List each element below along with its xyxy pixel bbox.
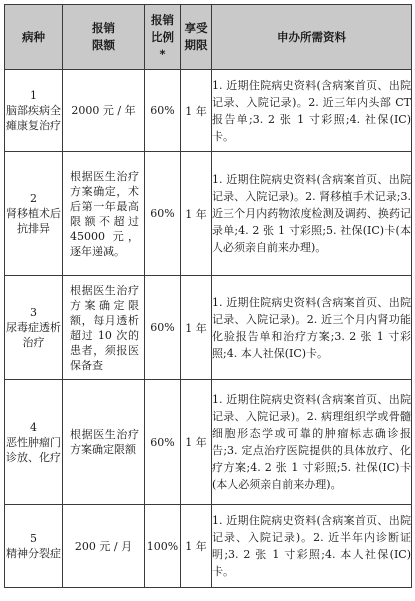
disease-cell — [5, 276, 63, 380]
disease-cell — [5, 380, 63, 505]
header-limit: 报销 限额 — [63, 5, 145, 70]
disease-cell — [5, 70, 63, 152]
disease-name: 肾移植术后抗排异 — [6, 207, 61, 235]
period-cell: 1 年 — [181, 152, 212, 276]
ratio-cell: 60% — [145, 152, 181, 276]
docs-cell: 1. 近期住院病史资料(含病案首页、出院记录、入院记录)。2. 近半年内诊断证明;3. 2 张 1 寸彩照;4. 本人社保(IC)卡。 — [212, 505, 412, 588]
disease-cell — [5, 505, 63, 588]
disease-name: 精神分裂症 — [6, 547, 61, 560]
period-cell: 1 年 — [181, 380, 212, 505]
header-ratio: 报销 比例 * — [145, 5, 181, 70]
table-row — [5, 380, 412, 505]
limit-cell: 2000 元 / 年 — [63, 70, 145, 152]
limit-cell: 根据医生治疗方案确定，术后第一年最高限额不超过 45000 元，逐年递减。 — [63, 152, 145, 276]
docs-cell: 1. 近期住院病史资料(含病案首页、出院记录、入院记录)。2. 近三个月内肾功能化验报告单和治疗方案;3. 2 张 1 寸彩照;4. 本人社保(IC)卡。 — [212, 276, 412, 380]
disease-name: 恶性肿瘤门诊放、化疗 — [6, 435, 61, 464]
docs-cell: 1. 近期住院病史资料(含病案首页、出院记录、入院记录)。2. 近三年内头部 CT 报告单;3. 2 张 1 寸彩照;4. 社保(IC)卡。 — [212, 70, 412, 152]
period-cell: 1 年 — [181, 276, 212, 380]
limit-cell: 根据医生治疗方案确定限额，每月透析超过 10 次的患者，须报医保备查 — [63, 276, 145, 380]
row-number: 4 — [30, 420, 37, 434]
table-row — [5, 152, 412, 276]
row-number: 2 — [30, 192, 37, 205]
table-row — [5, 70, 412, 152]
table-header-row — [5, 5, 412, 70]
ratio-cell: 60% — [145, 276, 181, 380]
limit-cell: 根据医生治疗方案确定限额 — [63, 380, 145, 505]
row-number: 3 — [30, 306, 37, 319]
row-number: 1 — [30, 89, 37, 102]
table-row — [5, 276, 412, 380]
period-cell: 1 年 — [181, 505, 212, 588]
ratio-cell: 100% — [145, 505, 181, 588]
row-number: 5 — [30, 532, 37, 545]
docs-cell: 1. 近期住院病史资料(含病案首页、出院记录、入院记录)。2. 病理组织学或骨髓细胞形态学或可靠的肿瘤标志确诊报告;3. 定点治疗医院提供的具体放疗、化疗方案;4. 2 张 1 寸彩照;5. 社保(IC)卡(本人必须亲自前来办理)。 — [212, 380, 412, 505]
ratio-cell: 60% — [145, 380, 181, 505]
disease-name: 尿毒症透析治疗 — [6, 321, 61, 349]
medical-reimbursement-table — [4, 4, 412, 588]
table-row — [5, 505, 412, 588]
disease-cell — [5, 152, 63, 276]
header-docs: 申办所需资料 — [212, 5, 412, 70]
docs-cell: 1. 近期住院病史资料(含病案首页、出院记录、入院记录)。2. 肾移植手术记录;3. 近三个月内药物浓度检测及调药、换药记录单;4. 2 张 1 寸彩照;5. 社保(IC)卡(本人必须亲自前来办理)。 — [212, 152, 412, 276]
period-cell: 1 年 — [181, 70, 212, 152]
disease-name: 脑部疾病全瘫康复治疗 — [6, 104, 61, 132]
limit-cell: 200 元 / 月 — [63, 505, 145, 588]
header-period: 享受 期限 — [181, 5, 212, 70]
header-disease: 病种 — [5, 5, 63, 70]
ratio-cell: 60% — [145, 70, 181, 152]
